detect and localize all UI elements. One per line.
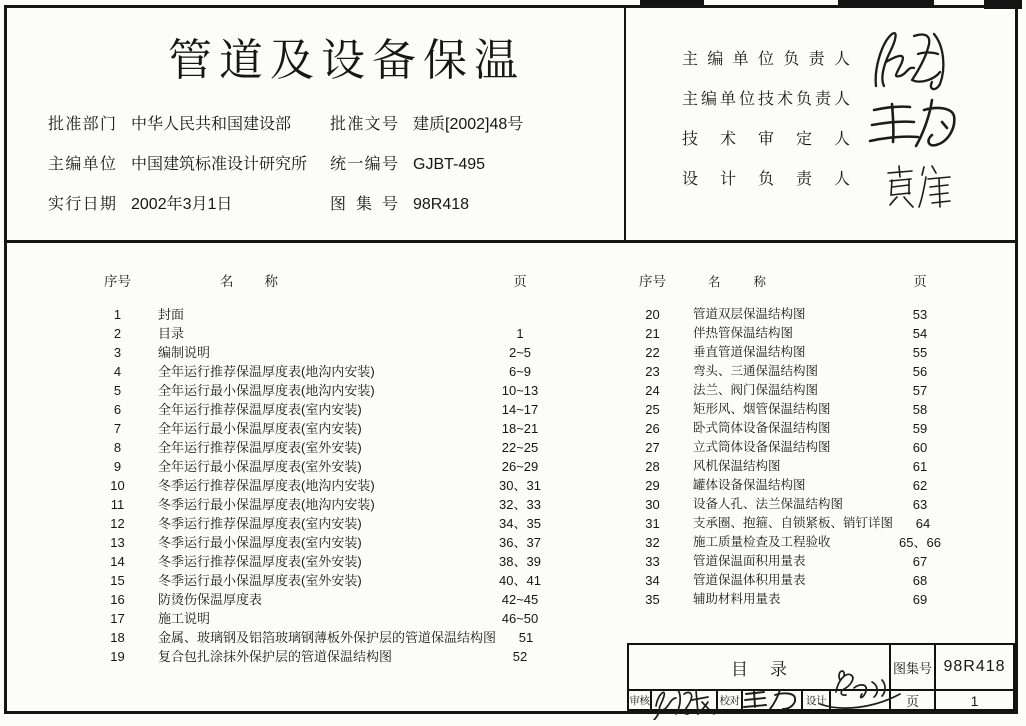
toc-row-title: 支承圈、抱箍、自锁紧板、销钉详图: [693, 516, 894, 530]
toc-row: [95, 362, 550, 381]
toc-row-title: 设备人孔、法兰保温结构图: [693, 497, 844, 511]
toc-row-page: 30、31: [499, 478, 541, 493]
toc-row: [630, 590, 950, 609]
toc-row-title: 全年运行最小保温厚度表(地沟内安装): [158, 383, 375, 398]
toc-row-page: 56: [912, 364, 928, 379]
toc-row: [630, 381, 950, 400]
toc-row-title: 全年运行推荐保温厚度表(地沟内安装): [158, 364, 375, 379]
toc-row: [95, 628, 550, 647]
toc-row-title: 防烫伤保温厚度表: [158, 592, 263, 607]
document-number-meta: [330, 105, 523, 225]
toc-header-page: 页: [913, 274, 927, 289]
proofread-signature-icon: [742, 688, 802, 712]
toc-row-number: 12: [110, 516, 125, 531]
toc-row-title: 封面: [158, 307, 185, 322]
header-divider-line: [4, 240, 1018, 243]
toc-row: [630, 533, 950, 552]
toc-row: [630, 419, 950, 438]
responsible-person-label: 技术审定人: [682, 131, 850, 148]
toc-row-title: 风机保温结构图: [693, 459, 781, 473]
toc-row-title: 目录: [158, 326, 185, 341]
toc-row: [95, 533, 550, 552]
design-label: 设计: [803, 691, 831, 710]
toc-row: [630, 571, 950, 590]
toc-row: [95, 571, 550, 590]
atlas-number-value: 98R418: [934, 645, 1013, 689]
toc-row-page: 67: [912, 554, 928, 569]
toc-row-title: 复合包扎涂抹外保护层的管道保温结构图: [158, 649, 393, 664]
chief-editor-signature-icon: [862, 28, 962, 94]
toc-row-page: 46~50: [501, 611, 539, 626]
responsible-person-label: 主编单位负责人: [682, 51, 850, 68]
toc-row-page: 63: [912, 497, 928, 512]
design-signature-icon: [816, 668, 902, 720]
page-number-value: 1: [934, 689, 1013, 710]
header-vertical-divider: [624, 8, 626, 240]
toc-row-title: 全年运行最小保温厚度表(室外安装): [158, 459, 362, 474]
toc-row-page: 52: [512, 649, 528, 664]
meta-label: 主编单位: [48, 156, 116, 173]
toc-header-page: 页: [513, 274, 527, 289]
toc-row-title: 弯头、三通保温结构图: [693, 364, 819, 378]
toc-row-title: 冬季运行最小保温厚度表(室外安装): [158, 573, 362, 588]
toc-row-page: 6~9: [508, 364, 532, 379]
meta-row: [330, 105, 523, 145]
toc-row: [95, 552, 550, 571]
toc-row-page: 68: [912, 573, 928, 588]
responsible-person-label: 主编单位技术负责人: [682, 91, 850, 108]
meta-value: 中华人民共和国建设部: [131, 116, 292, 133]
meta-label: 批准文号: [330, 116, 398, 133]
toc-row: [95, 324, 550, 343]
toc-row-page: 69: [912, 592, 928, 607]
toc-header-no: 序号: [639, 274, 666, 289]
toc-row-number: 15: [110, 573, 125, 588]
meta-value: 中国建筑标准设计研究所: [131, 156, 308, 173]
toc-row: [630, 476, 950, 495]
toc-row-number: 8: [113, 440, 122, 455]
scan-artifact: [838, 0, 934, 7]
document-title: 管道及设备保温: [168, 36, 525, 85]
toc-row-page: [490, 305, 550, 324]
toc-row: [95, 457, 550, 476]
sheet-title: 目录: [731, 659, 787, 679]
toc-header-name: 名称: [220, 274, 278, 289]
toc-row: [95, 647, 550, 666]
toc-row: [630, 362, 950, 381]
page-label: 页: [889, 689, 934, 710]
meta-label: 批准部门: [48, 116, 116, 133]
toc-row: [95, 476, 550, 495]
toc-row-number: 10: [110, 478, 125, 493]
toc-row-title: 冬季运行最小保温厚度表(室内安装): [158, 535, 362, 550]
toc-row-page: 57: [912, 383, 928, 398]
toc-row-number: 16: [110, 592, 125, 607]
toc-row-number: 17: [110, 611, 125, 626]
toc-row-number: 21: [645, 326, 660, 341]
toc-row: [630, 495, 950, 514]
toc-row-page: 36、37: [499, 535, 541, 550]
toc-row-page: 51: [518, 630, 534, 645]
toc-row-number: 7: [113, 421, 122, 436]
toc-row-page: 61: [912, 459, 928, 474]
meta-row: [48, 145, 307, 185]
toc-row-title: 冬季运行最小保温厚度表(地沟内安装): [158, 497, 375, 512]
meta-value: GJBT-495: [413, 156, 486, 173]
toc-row-title: 管道保温面积用量表: [693, 554, 806, 568]
toc-row-number: 24: [645, 383, 660, 398]
toc-row-page: 60: [912, 440, 928, 455]
toc-row-page: 34、35: [499, 516, 541, 531]
toc-left-column: [95, 272, 550, 666]
toc-row: [630, 552, 950, 571]
toc-row-number: 11: [110, 497, 125, 512]
toc-row: [630, 324, 950, 343]
audit-label: 审核: [629, 691, 652, 710]
toc-row-page: 55: [912, 345, 928, 360]
toc-row-number: 27: [645, 440, 660, 455]
toc-row-number: 3: [113, 345, 122, 360]
toc-row-number: 26: [645, 421, 660, 436]
toc-row-number: 28: [645, 459, 660, 474]
toc-row-title: 全年运行推荐保温厚度表(室外安装): [158, 440, 362, 455]
toc-row-number: 30: [645, 497, 660, 512]
toc-row-title: 冬季运行推荐保温厚度表(室内安装): [158, 516, 362, 531]
toc-row-title: 伴热管保温结构图: [693, 326, 794, 340]
meta-row: [48, 105, 307, 145]
toc-header-row: [95, 272, 550, 292]
toc-row-number: 1: [113, 307, 122, 322]
toc-row-page: 38、39: [499, 554, 541, 569]
toc-row-number: 29: [645, 478, 660, 493]
toc-row-number: 34: [645, 573, 660, 588]
toc-row-page: 2~5: [508, 345, 532, 360]
toc-row-page: 65、66: [899, 535, 941, 550]
meta-value: 建质[2002]48号: [413, 116, 524, 133]
toc-row-title: 施工质量检查及工程验收: [693, 535, 831, 549]
toc-row-page: 42~45: [501, 592, 539, 607]
toc-row-number: 22: [645, 345, 660, 360]
toc-row: [630, 514, 950, 533]
toc-row-number: 25: [645, 402, 660, 417]
toc-row-page: 53: [912, 307, 928, 322]
toc-row-number: 31: [645, 516, 660, 531]
toc-row-number: 4: [113, 364, 122, 379]
toc-row-title: 冬季运行推荐保温厚度表(室外安装): [158, 554, 362, 569]
toc-row-title: 辅助材料用量表: [693, 592, 781, 606]
meta-row: [330, 185, 523, 225]
meta-label: 统一编号: [330, 156, 398, 173]
toc-row: [95, 514, 550, 533]
toc-row-number: 19: [110, 649, 125, 664]
toc-row-number: 9: [113, 459, 122, 474]
toc-row-title: 立式筒体设备保温结构图: [693, 440, 831, 454]
toc-row-number: 18: [110, 630, 125, 645]
toc-row-title: 管道双层保温结构图: [693, 307, 806, 321]
toc-row-number: 20: [645, 307, 660, 322]
toc-row: [95, 343, 550, 362]
responsible-person-labels: [682, 40, 850, 200]
toc-row: [630, 305, 950, 324]
scan-artifact: [640, 0, 704, 6]
toc-row: [630, 400, 950, 419]
toc-row: [95, 305, 550, 324]
toc-row-number: 6: [113, 402, 122, 417]
meta-label: 图集号: [330, 196, 398, 213]
toc-row-page: 26~29: [501, 459, 539, 474]
toc-row: [95, 609, 550, 628]
toc-row-page: 54: [912, 326, 928, 341]
toc-row-page: 40、41: [499, 573, 541, 588]
audit-signature-icon: [650, 684, 718, 720]
proofread-label: 校对: [718, 691, 743, 710]
toc-row-page: 1: [516, 326, 524, 341]
toc-row: [95, 495, 550, 514]
toc-row-title: 法兰、阀门保温结构图: [693, 383, 819, 397]
toc-row: [630, 457, 950, 476]
toc-row-page: 64: [915, 516, 931, 531]
toc-row-number: 32: [645, 535, 660, 550]
toc-row-title: 施工说明: [158, 611, 211, 626]
toc-row: [630, 438, 950, 457]
toc-header-row: [630, 272, 950, 292]
toc-row-title: 管道保温体积用量表: [693, 573, 806, 587]
toc-row-title: 冬季运行推荐保温厚度表(地沟内安装): [158, 478, 375, 493]
toc-row: [95, 590, 550, 609]
meta-label: 实行日期: [48, 196, 116, 213]
toc-row-page: 10~13: [501, 383, 539, 398]
toc-row-page: 58: [912, 402, 928, 417]
design-lead-signature-icon: [884, 163, 954, 211]
toc-row-number: 2: [113, 326, 122, 341]
meta-row: [48, 185, 307, 225]
approval-meta-left: [48, 105, 307, 225]
toc-row-page: 62: [912, 478, 928, 493]
toc-row: [95, 400, 550, 419]
toc-row: [95, 381, 550, 400]
toc-row-number: 14: [110, 554, 125, 569]
meta-value: 98R418: [413, 196, 470, 213]
toc-row-page: 32、33: [499, 497, 541, 512]
toc-row: [95, 419, 550, 438]
scan-artifact: [984, 0, 1022, 9]
toc-header-no: 序号: [104, 274, 131, 289]
toc-row: [630, 343, 950, 362]
toc-row-title: 垂直管道保温结构图: [693, 345, 806, 359]
meta-value: 2002年3月1日: [131, 196, 233, 213]
toc-row-number: 35: [645, 592, 660, 607]
toc-row-number: 23: [645, 364, 660, 379]
toc-row-title: 卧式筒体设备保温结构图: [693, 421, 831, 435]
toc-row: [95, 438, 550, 457]
toc-row-page: 59: [912, 421, 928, 436]
toc-row-number: 5: [113, 383, 122, 398]
toc-row-page: 22~25: [501, 440, 539, 455]
atlas-number-label: 图集号: [889, 645, 934, 689]
toc-row-title: 全年运行推荐保温厚度表(室内安装): [158, 402, 362, 417]
toc-row-page: 18~21: [501, 421, 539, 436]
toc-row-title: 矩形风、烟管保温结构图: [693, 402, 831, 416]
toc-row-title: 编制说明: [158, 345, 211, 360]
responsible-person-label: 设计负责人: [682, 171, 850, 188]
meta-row: [330, 145, 523, 185]
toc-row-page: 14~17: [501, 402, 539, 417]
toc-row-title: 罐体设备保温结构图: [693, 478, 806, 492]
toc-header-name: 名称: [708, 275, 766, 289]
toc-right-column: [630, 272, 950, 609]
toc-row-number: 13: [110, 535, 125, 550]
toc-row-number: 33: [645, 554, 660, 569]
toc-row-title: 全年运行最小保温厚度表(室内安装): [158, 421, 362, 436]
technical-examiner-signature-icon: [866, 94, 962, 156]
toc-row-title: 金属、玻璃钢及铝箔玻璃钢薄板外保护层的管道保温结构图: [158, 630, 497, 645]
